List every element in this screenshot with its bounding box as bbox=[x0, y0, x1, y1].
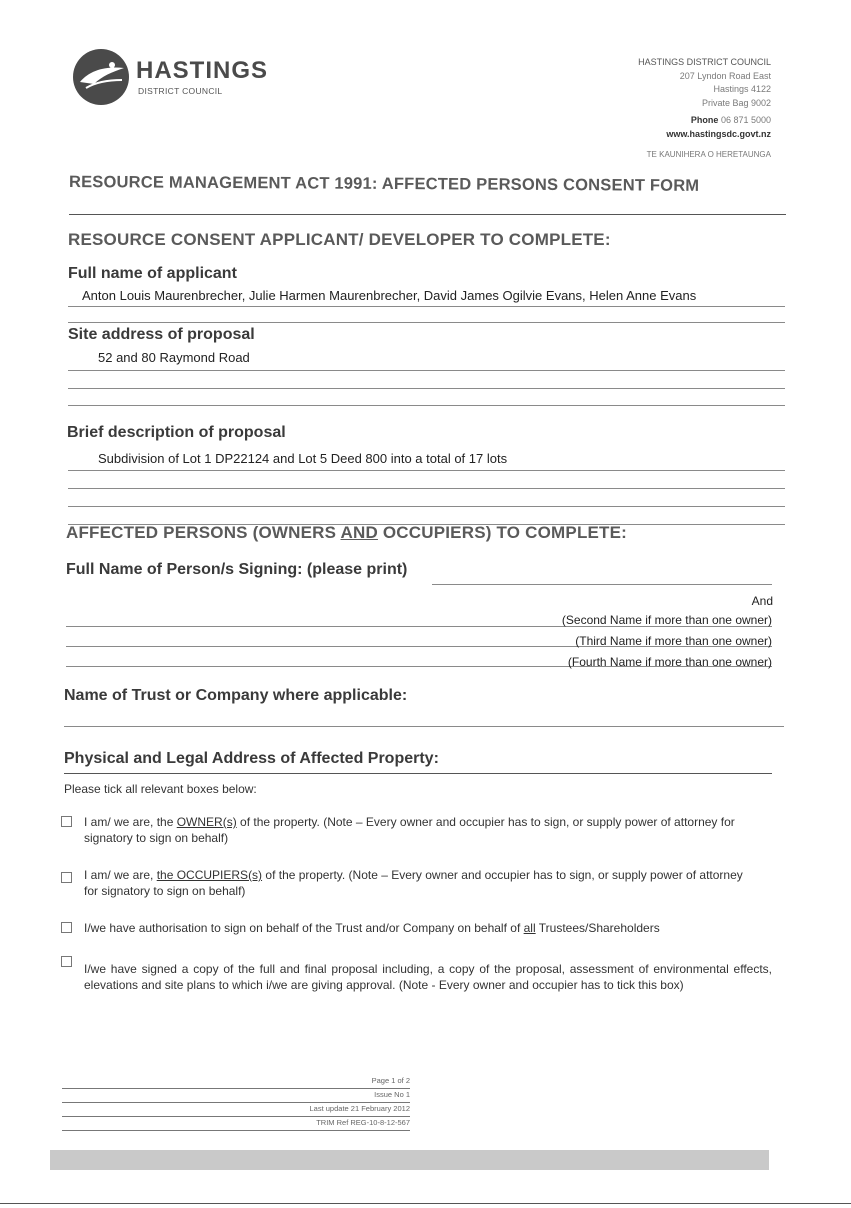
occupier-checkbox-text bbox=[84, 867, 744, 899]
fourth-name-hint: (Fourth Name if more than one owner) bbox=[567, 655, 772, 669]
council-name: HASTINGS DISTRICT COUNCIL bbox=[638, 57, 771, 67]
site-line-1 bbox=[68, 370, 785, 371]
authorisation-checkbox-text bbox=[84, 920, 764, 936]
footer-page: Page 1 of 2 bbox=[62, 1076, 410, 1089]
description-line-3 bbox=[68, 506, 785, 507]
owner-text-pre: I am/ we are, the bbox=[84, 815, 177, 829]
applicant-line-2 bbox=[68, 322, 785, 323]
and-label: And bbox=[751, 594, 773, 608]
description-label: Brief description of proposal bbox=[67, 424, 286, 441]
phone-value: 06 871 5000 bbox=[720, 115, 771, 125]
authorisation-text-pre: I/we have authorisation to sign on behalf of the Trust and/or Company on behalf of bbox=[84, 921, 524, 935]
description-line-2 bbox=[68, 488, 785, 489]
logo-emblem-icon bbox=[72, 48, 130, 106]
footer-last-update: Last update 21 February 2012 bbox=[62, 1103, 410, 1117]
phone-label: Phone bbox=[690, 115, 719, 125]
affected-heading-and: AND bbox=[340, 523, 378, 542]
site-value: 52 and 80 Raymond Road bbox=[98, 350, 250, 365]
physical-address-label: Physical and Legal Address of Affected Property: bbox=[64, 750, 439, 767]
second-name-hint: (Second Name if more than one owner) bbox=[561, 613, 772, 627]
owner-checkbox-text bbox=[84, 814, 760, 846]
trust-line bbox=[64, 726, 784, 727]
logo-title: HASTINGS bbox=[136, 57, 269, 84]
occupier-text-post: of the property. (Note – Every owner and occupier has to sign, or supply power of attorney for signatory to sign on behalf) bbox=[84, 868, 743, 898]
proposal-signed-checkbox[interactable] bbox=[61, 956, 72, 967]
footer-issue: Issue No 1 bbox=[62, 1089, 410, 1103]
address-line-1: 207 Lyndon Road East bbox=[679, 70, 771, 81]
address-line-3: Private Bag 9002 bbox=[701, 97, 771, 108]
signing-label: Full Name of Person/s Signing: (please print) bbox=[66, 561, 408, 578]
signing-name-line-1 bbox=[432, 584, 772, 585]
council-address-block bbox=[521, 56, 771, 162]
third-name-hint: (Third Name if more than one owner) bbox=[575, 634, 772, 648]
website: www.hastingsdc.govt.nz bbox=[666, 128, 771, 139]
authorisation-text-emph: all bbox=[523, 921, 536, 935]
tick-instruction: Please tick all relevant boxes below: bbox=[64, 782, 257, 796]
occupier-text-emph: the OCCUPIERS(s) bbox=[156, 868, 263, 882]
trust-label: Name of Trust or Company where applicable: bbox=[64, 687, 408, 704]
address-line-2: Hastings 4122 bbox=[713, 84, 771, 94]
affected-heading-part1: AFFECTED PERSONS (OWNERS bbox=[66, 523, 341, 542]
occupier-text-pre: I am/ we are, bbox=[84, 868, 157, 882]
description-line-1 bbox=[68, 470, 785, 471]
site-label: Site address of proposal bbox=[68, 326, 255, 343]
site-line-3 bbox=[68, 405, 785, 406]
maori-name: TE KAUNIHERA O HERETAUNGA bbox=[646, 150, 771, 159]
authorisation-checkbox[interactable] bbox=[61, 922, 72, 933]
phone-line bbox=[521, 114, 771, 128]
footer-grey-band bbox=[50, 1150, 769, 1170]
page-bottom-line bbox=[0, 1203, 851, 1204]
footer-block bbox=[62, 1076, 410, 1131]
authorisation-text-post: Trustees/Shareholders bbox=[535, 921, 660, 935]
section-applicant-heading: RESOURCE CONSENT APPLICANT/ DEVELOPER TO COMPLETE: bbox=[68, 230, 611, 249]
proposal-text-pre: I/we have signed a copy of the full and final proposal including, a copy of the proposal, assessment of environmental effects, elevations and site plans to which i/we are giving approval. (Note - Every owner and occupier has to tick this box) bbox=[84, 962, 772, 992]
affected-heading-part2: OCCUPIERS) TO COMPLETE: bbox=[377, 523, 628, 542]
applicant-value: Anton Louis Maurenbrecher, Julie Harmen Maurenbrecher, David James Ogilvie Evans, Helen Anne Evans bbox=[82, 288, 697, 303]
form-title: RESOURCE MANAGEMENT ACT 1991: AFFECTED PERSONS CONSENT FORM bbox=[68, 173, 700, 195]
description-value: Subdivision of Lot 1 DP22124 and Lot 5 Deed 800 into a total of 17 lots bbox=[98, 451, 508, 466]
title-divider bbox=[69, 214, 786, 215]
physical-address-line bbox=[64, 773, 772, 774]
logo-subtitle: DISTRICT COUNCIL bbox=[138, 86, 223, 96]
applicant-line-1 bbox=[68, 306, 785, 307]
applicant-label: Full name of applicant bbox=[68, 265, 237, 282]
council-logo bbox=[72, 48, 272, 106]
owner-checkbox[interactable] bbox=[61, 816, 72, 827]
site-line-2 bbox=[68, 388, 785, 389]
owner-text-emph: OWNER(s) bbox=[176, 815, 237, 829]
footer-trim-ref: TRIM Ref REG-10-8-12-567 bbox=[62, 1117, 410, 1131]
section-affected-heading bbox=[66, 523, 627, 543]
proposal-signed-checkbox-text bbox=[84, 961, 772, 993]
owner-text-post: of the property. (Note – Every owner and occupier has to sign, or supply power of attorney for signatory to sign on behalf) bbox=[84, 815, 735, 845]
occupier-checkbox[interactable] bbox=[61, 872, 72, 883]
